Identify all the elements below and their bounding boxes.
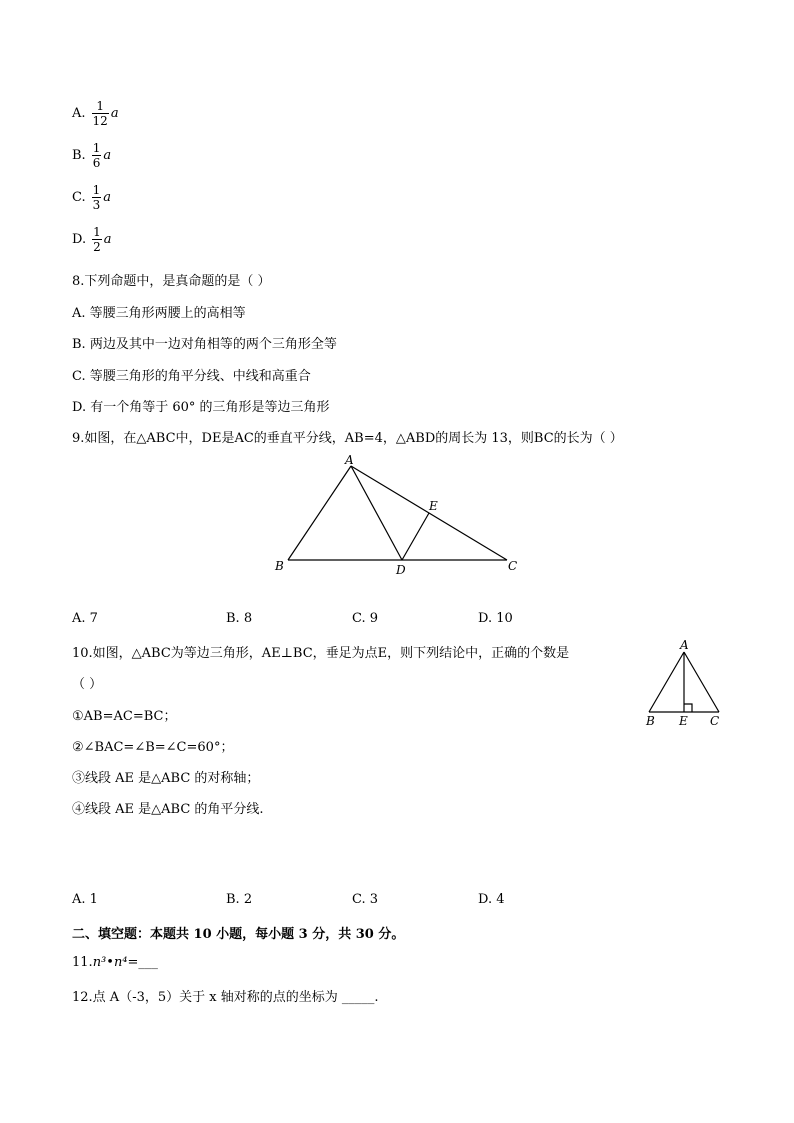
q9-triangle-figure (270, 450, 530, 580)
q8-option-d: D. 有一个角等于 60° 的三角形是等边三角形 (72, 400, 330, 415)
segment-ab (649, 652, 684, 712)
segment-ac (684, 652, 719, 712)
segment-de (402, 513, 429, 560)
q7-option-d: D. $\frac{1}{2}$ a (72, 225, 112, 254)
q10-equilateral-triangle-figure (640, 638, 730, 733)
point-label-d: D (396, 563, 406, 577)
q10-option-a: A. 1 (72, 892, 98, 907)
q10-statement-1: ①AB=AC=BC； (72, 709, 177, 724)
point-label-e: E (429, 499, 438, 513)
q10-paren: （ ） (72, 677, 103, 692)
q10-option-c: C. 3 (352, 892, 379, 907)
q10-option-b: B. 2 (226, 892, 253, 907)
right-angle-mark (684, 704, 692, 712)
section-heading: 二、填空题：本题共 10 小题，每小题 3 分，共 30 分。 (72, 927, 405, 942)
q9-option-d: D. 10 (478, 611, 513, 626)
fraction: $\frac{1}{6}$ (92, 141, 101, 170)
point-label-e: E (679, 714, 688, 728)
q8-option-b: B. 两边及其中一边对角相等的两个三角形全等 (72, 337, 337, 352)
segment-ab (288, 466, 351, 560)
segment-ad (351, 466, 402, 560)
q7-option-a: A. $\frac{1}{12}$ a (72, 99, 119, 128)
q9-stem: 9.如图，在△ABC中，DE是AC的垂直平分线，AB=4，△ABD的周长为 13，则BC的长为（ ） (72, 431, 623, 446)
fraction: $\frac{1}{12}$ (92, 99, 108, 128)
q11-expression: n³•n⁴= (92, 955, 139, 970)
point-label-b: B (275, 559, 284, 573)
q10-stem: 10.如图，△ABC为等边三角形，AE⊥BC，垂足为点E，则下列结论中，正确的个数是 (72, 646, 570, 661)
q12-end: . (374, 990, 379, 1005)
q12 (72, 986, 379, 1005)
fraction: $\frac{1}{3}$ (92, 183, 101, 212)
fraction: $\frac{1}{2}$ (93, 225, 101, 254)
q10-statement-4: ④线段 AE 是△ABC 的角平分线. (72, 802, 264, 817)
q7-option-b: B. $\frac{1}{6}$ a (72, 141, 112, 170)
q12-text: 12.点 A（-3，5）关于 x 轴对称的点的坐标为 (72, 990, 338, 1005)
point-label-a: A (345, 453, 354, 467)
q9-option-b: B. 8 (226, 611, 253, 626)
q10-statement-2: ②∠BAC=∠B=∠C=60°； (72, 740, 234, 755)
q9-option-c: C. 9 (352, 611, 379, 626)
q9-option-a: A. 7 (72, 611, 98, 626)
point-label-c: C (710, 714, 720, 728)
q7-option-c: C. $\frac{1}{3}$ a (72, 183, 112, 212)
q8-option-c: C. 等腰三角形的角平分线、中线和高重合 (72, 369, 311, 384)
q11-prefix: 11. (72, 955, 93, 970)
q11 (72, 955, 158, 970)
q8-option-a: A. 等腰三角形两腰上的高相等 (72, 306, 246, 321)
q10-option-d: D. 4 (478, 892, 505, 907)
point-label-a: A (680, 638, 689, 652)
q12-blank: _____ (341, 990, 375, 1005)
point-label-c: C (508, 559, 518, 573)
q11-blank: ___ (138, 955, 158, 970)
q8-stem: 8.下列命题中，是真命题的是（ ） (72, 274, 271, 289)
point-label-b: B (646, 714, 655, 728)
q10-statement-3: ③线段 AE 是△ABC 的对称轴； (72, 771, 260, 786)
